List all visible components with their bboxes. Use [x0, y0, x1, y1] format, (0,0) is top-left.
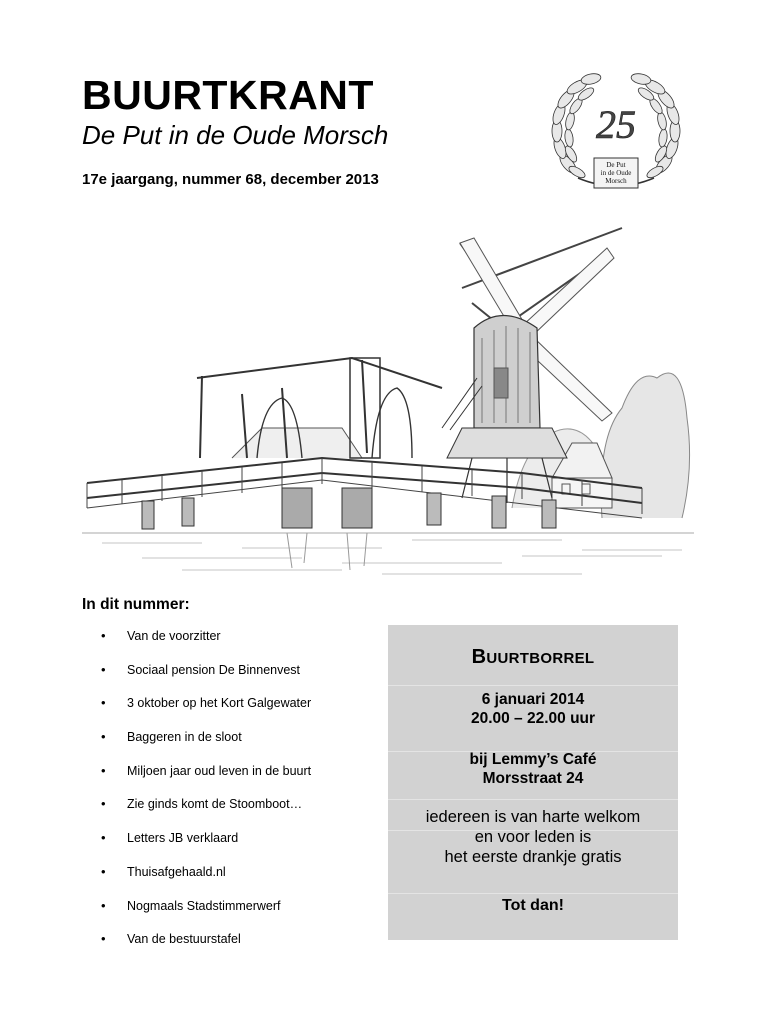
event-venue: bij Lemmy’s Café [469, 751, 597, 768]
toc-item: • Sociaal pension De Binnenvest [98, 660, 311, 694]
toc-item: • Baggeren in de sloot [98, 727, 311, 761]
issue-info: 17e jaargang, nummer 68, december 2013 [82, 171, 379, 188]
event-title-rest: UURTBORREL [486, 650, 595, 667]
event-welcome-line-1: iedereen is van harte welkom [425, 808, 641, 826]
event-closing: Tot dan! [502, 897, 564, 914]
toc-item: • Nogmaals Stadstimmerwerf [98, 896, 311, 930]
emblem-label-line-3: Morsch [605, 177, 627, 185]
emblem-label-line-2: in de Oude [600, 169, 632, 177]
anniversary-laurel-emblem [548, 68, 684, 194]
toc-item: • Thuisafgehaald.nl [98, 862, 311, 896]
toc-item: • Van de voorzitter [98, 626, 311, 660]
toc-item: • Miljoen jaar oud leven in de buurt [98, 761, 311, 795]
toc-item: • Van de bestuurstafel [98, 929, 311, 963]
newspaper-title: BUURTKRANT [82, 72, 374, 118]
toc-item: • 3 oktober op het Kort Galgewater [98, 693, 311, 727]
newspaper-subtitle: De Put in de Oude Morsch [82, 120, 389, 150]
toc-list [98, 626, 311, 963]
event-address: Morsstraat 24 [482, 770, 584, 787]
event-title-initial: B [471, 646, 487, 668]
event-title [388, 648, 678, 668]
toc-item: • Zie ginds komt de Stoomboot… [98, 794, 311, 828]
toc-item: • Letters JB verklaard [98, 828, 311, 862]
event-time: 20.00 – 22.00 uur [470, 710, 596, 727]
drawbridge-windmill-sketch [82, 218, 694, 582]
event-welcome-line-2: en voor leden is [474, 828, 592, 846]
emblem-number: 25 [596, 102, 636, 147]
emblem-label-line-1: De Put [606, 161, 626, 169]
event-date: 6 januari 2014 [481, 691, 585, 708]
event-welcome-line-3: het eerste drankje gratis [444, 848, 622, 866]
toc-heading: In dit nummer: [82, 596, 190, 613]
